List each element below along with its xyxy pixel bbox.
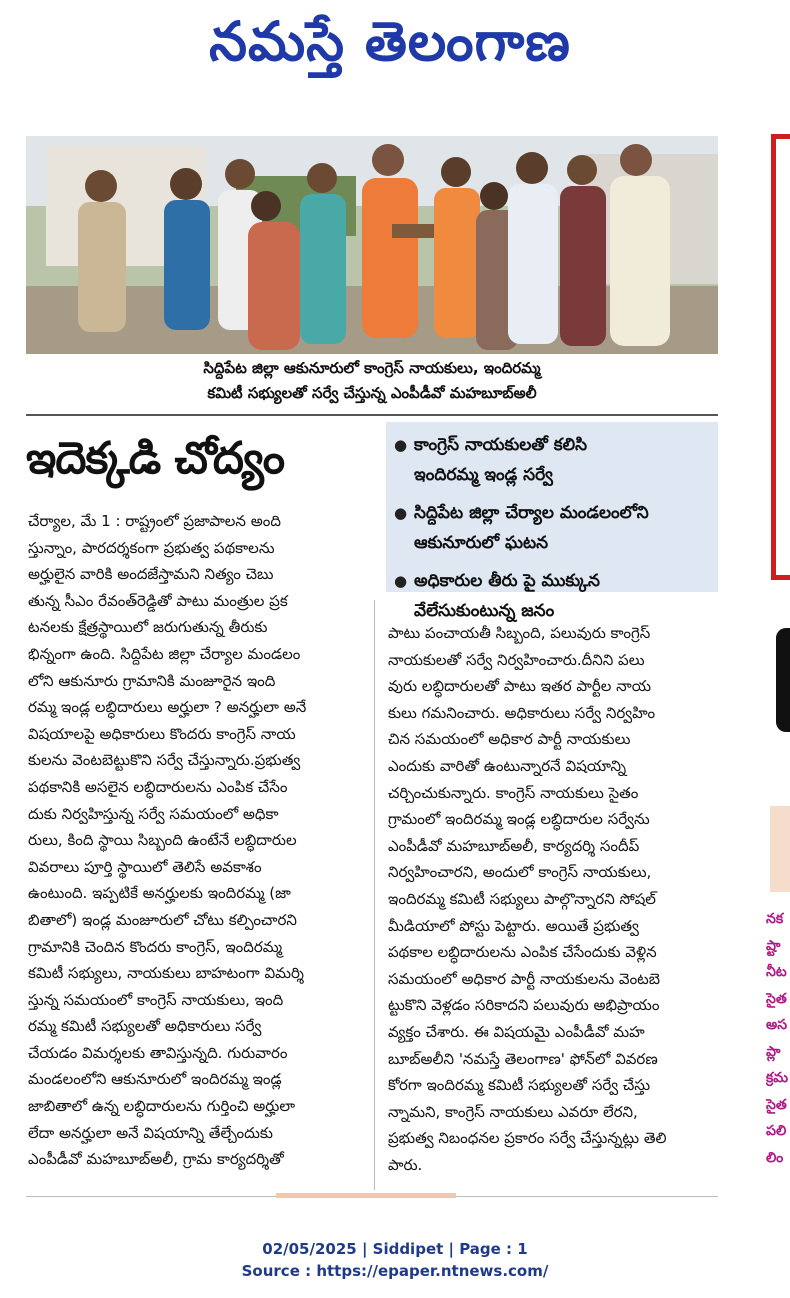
adjacent-text-fragment: లిం [766,1149,784,1166]
caption-line: కమిటీ సభ్యులతో సర్వే చేస్తున్న ఎంపీడీవో మహబూబ్‌అలీ [207,384,537,402]
adjacent-text-fragment: క్రమ [766,1070,789,1086]
adjacent-text-fragment: పలి [766,1123,787,1139]
highlights-box [386,422,718,621]
adjacent-text-fragment: సైత [766,1096,787,1113]
body-text-line: చేయడం విమర్శలకు తావిస్తున్నది. గురువారం [28,1043,288,1062]
body-text-line: రులు, కింది స్థాయి సిబ్బంది ఉంటేనే లబ్ధిదారుల [28,831,297,850]
body-text-line: పథకాల లబ్ధిదారులను ఎంపిక చేసేందుకు వెళ్లిన [388,943,657,962]
adjacent-text-fragment: నక [766,911,784,927]
body-text-line: పారు. [388,1155,423,1174]
body-text-line: లేదా అనర్హులా అనే విషయాన్ని తేల్చేందుకు [28,1123,273,1142]
body-text-line: సమయంలో అధికార పార్టీ నాయకులను వెంటబె [388,969,661,988]
body-text-line: ఎంపీడీవో మహబూబ్అలీ, గ్రామ కార్యదర్శితో [28,1150,284,1169]
body-text-line: కులను వెంటబెట్టుకొని సర్వే చేస్తున్నారు.ప్రభుత్వ [28,751,301,770]
body-text-line: పథకానికి అసలైన లబ్ధిదారులను ఎంపిక చేసేం [28,777,288,796]
body-text-line: గ్రామానికి చెందిన కొందరు కాంగ్రెస్, ఇందిరమ్మ [28,937,283,956]
highlight-line: ఆకునూరులో ఘటన [414,533,549,553]
adjacent-text-fragment: నీట [766,964,787,980]
body-text-line: స్తున్నాం, పారదర్శకంగా ప్రభుత్వ పథకాలను [28,538,275,557]
body-text-line: ఎంపీడీవో మహబూబ్‌అలీ, కార్యదర్శి సందీప్ [388,836,640,855]
adjacent-text-fragment: అస [766,1017,788,1033]
newspaper-masthead: నమస్తే తెలంగాణ [209,10,571,73]
photo-caption [26,356,718,406]
body-text-line: ప్రభుత్వ నిబంధనల ప్రకారం సర్వే చేస్తున్నట్లు తెలి [388,1129,667,1148]
column-divider [374,600,375,1190]
footer-source-line: Source : https://epaper.ntnews.com/ [241,1262,549,1280]
body-text-line: స్తున్న సమయంలో కాంగ్రెస్ నాయకులు, ఇంది [28,990,284,1009]
adjacent-band [770,806,790,892]
body-text-line: దుకు నిర్వహిస్తున్న సర్వే సమయంలో అధికా [28,804,279,823]
body-text-line: నాయకులతో సర్వే నిర్వహించారు.దీనిని పలు [388,650,645,669]
page-footer [0,1238,790,1282]
body-text-line: చిన సమయంలో అధికార పార్టీ నాయకులు [388,730,631,749]
highlight-item [394,498,712,558]
highlight-item [394,566,712,626]
footer-date-line: 02/05/2025 | Siddipet | Page : 1 [262,1240,528,1258]
article-headline: ఇదెక్కడి చోద్యం [26,433,285,484]
bottom-accent-bar [276,1193,456,1198]
body-text-line: జాబితాలో ఉన్న లబ్ధిదారులను గుర్తించి అర్హులా [28,1097,296,1116]
highlight-line: సిద్దిపేట జిల్లా చేర్యాల మండలంలోని [414,503,649,523]
bullet-icon: ● [394,572,408,590]
body-text-line: రమ్మ ఇండ్ల లబ్ధిదారులు అర్హులా ? అనర్హులా అనే [28,698,307,717]
body-text-line: మండలంలోని ఆకునూరులో ఇందిరమ్మ ఇండ్ల [28,1070,282,1089]
body-text-line: బితాలో) ఇండ్ల మంజూరులో చోటు కల్పించారని [28,910,297,929]
body-text-line: లోని ఆకునూరు గ్రామానికి మంజూరైన ఇంది [28,671,276,690]
body-text-line: ట్టుకొని వెళ్లడం సరికాదని పలువురు అభిప్రాయం [388,996,660,1015]
body-text-line: మీడియాలో పోస్టు పెట్టారు. అయితే ప్రభుత్వ [388,916,639,935]
body-text-line: కోరగా ఇందిరమ్మ కమిటీ సభ్యులతో సర్వే చేస్తు [388,1076,651,1095]
news-photo [26,136,718,354]
body-text-line: భిన్నంగా ఉంది. సిద్దిపేట జిల్లా చేర్యాల మండలం [28,644,301,663]
adjacent-text-fragment: ప్లా [766,1043,781,1060]
body-text-line: ఇందిరమ్మ కమిటీ సభ్యులు పాల్గొన్నారని సోషల్ [388,889,656,908]
body-text-line: విషయాలపై అధికారులు కొందరు కాంగ్రెస్ నాయ [28,724,296,743]
article-body-right-column [388,620,718,1178]
body-text-line: రమ్మ కమిటీ సభ్యులతో అధికారులు సర్వే [28,1017,262,1036]
adjacent-logo-fragment [776,628,790,732]
highlight-line: కాంగ్రెస్ నాయకులతో కలిసి [414,435,588,455]
body-text-line: వివరాలు పూర్తి స్థాయిలో తెలిసే అవకాశం [28,857,262,876]
body-text-line: ఉంటుంది. ఇప్పటికే అనర్హులకు ఇందిరమ్మ (జా [28,884,291,903]
body-text-line: టనలకు క్షేత్రస్థాయిలో జరుగుతున్న తీరుకు [28,618,268,637]
adjacent-text-fragment: సైత [766,990,787,1007]
body-text-line: కులు గమనించారు. అధికారులు సర్వే నిర్వహిం [388,703,656,722]
bullet-icon: ● [394,436,408,454]
adjacent-ad-border [771,134,790,580]
body-text-line: ఎందుకు వారితో ఉంటున్నారనే విషయాన్ని [388,756,627,775]
article-body-left-column [28,508,364,1173]
body-text-line: గ్రామంలో ఇందిరమ్మ ఇండ్ల లబ్ధిదారుల సర్వేను [388,810,650,829]
caption-line: సిద్దిపేట జిల్లా ఆకునూరులో కాంగ్రెస్ నాయకులు, ఇందిరమ్మ [203,359,541,377]
body-text-line: అర్హులైన వారికి అందజేస్తామని నిత్యం చెబు [28,565,274,584]
adjacent-article-fragments [766,906,790,1171]
body-text-line: బూబ్‌అలీని 'నమస్తే తెలంగాణ' ఫోన్‌లో వివరణ [388,1049,658,1068]
adjacent-text-fragment: ష్టా [766,937,781,954]
body-text-line: వురు లబ్ధిదారులతో పాటు ఇతర పార్టీల నాయ [388,677,652,696]
body-text-line: నిర్వహించారని, అందులో కాంగ్రెస్ నాయకులు, [388,863,652,882]
body-text-line: తున్న సీఎం రేవంత్‌రెడ్డితో పాటు మంత్రుల ప్రక [28,591,288,610]
section-divider [26,414,718,416]
highlight-item [394,430,712,490]
bullet-icon: ● [394,504,408,522]
body-text-line: చర్చించుకున్నారు. కాంగ్రెస్ నాయకులు సైతం [388,783,639,802]
body-text-line: చేర్యాల, మే 1 : రాష్ట్రంలో ప్రజాపాలన అంది [28,512,281,530]
body-text-line: కమిటీ సభ్యులు, నాయకులు బాహటంగా విమర్శి [28,964,304,983]
body-text-line: వ్యక్తం చేశారు. ఈ విషయమై ఎంపీడీవో మహ [388,1022,645,1041]
body-text-line: పాటు పంచాయతీ సిబ్బంది, పలువురు కాంగ్రెస్ [388,624,651,642]
highlight-line: అధికారుల తీరు పై ముక్కున [414,571,600,591]
highlight-line: ఇందిరమ్మ ఇండ్ల సర్వే [414,465,553,485]
body-text-line: న్నామని, కాంగ్రెస్ నాయకులు ఎవరూ లేరని, [388,1102,638,1121]
highlight-line: వేలేసుకుంటున్న జనం [414,601,555,621]
